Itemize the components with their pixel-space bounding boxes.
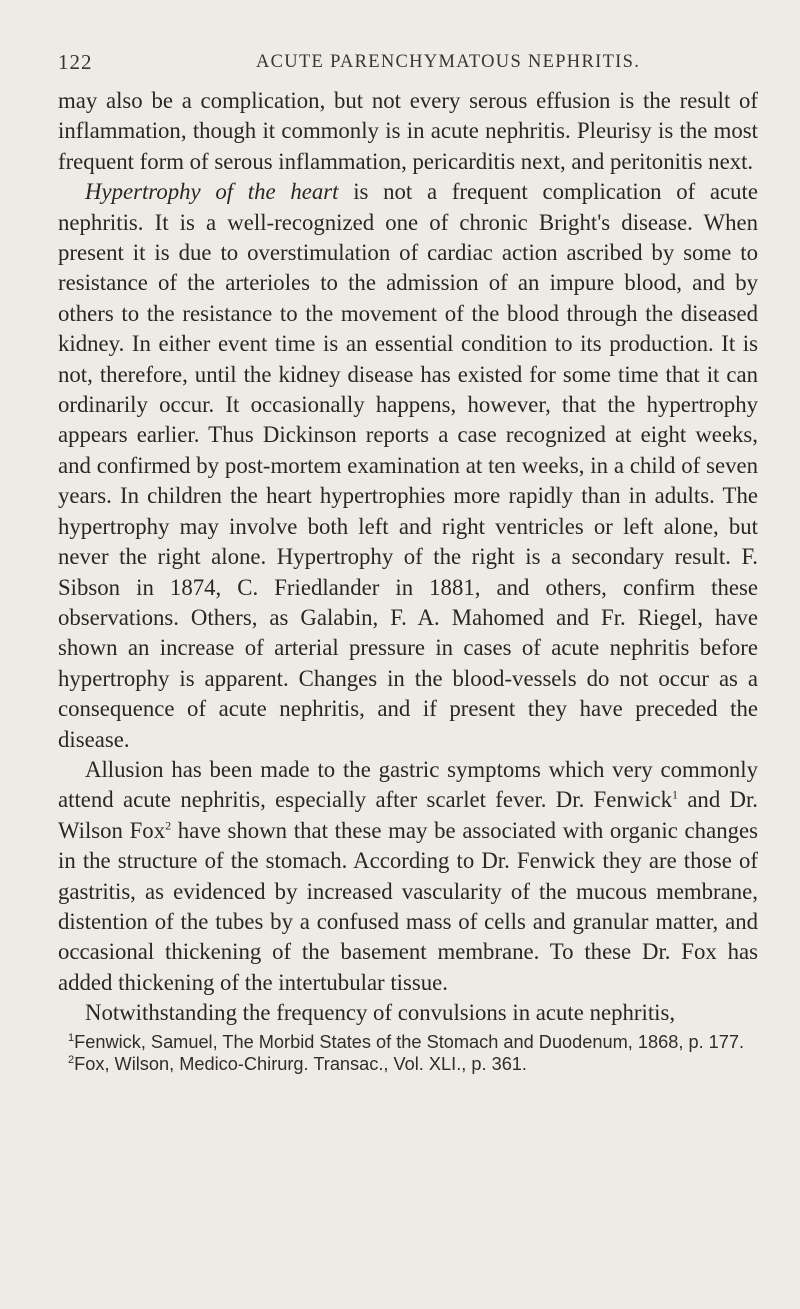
paragraph-3-text-b: and Dr. Wilson Fox [58,787,758,843]
page-header [58,50,758,86]
footnote-2-mark: 2 [68,1053,75,1066]
paragraph-3-text-c: have shown that these may be associated with organic changes in the structure of the stomach. According to Dr. Fenwick they are those of gastritis, as evidenced by increased vascularity of the mucous membrane, distention of the tubes by a confused mass of cells and granular matter, and occasional thickening of the basement membrane. To these Dr. Fox has added thickening of the intertubular tissue. [58,817,758,995]
paragraph-3 [58,755,758,998]
footnote-1-mark: 1 [68,1031,75,1044]
running-title: ACUTE PARENCHYMATOUS NEPHRITIS. [256,52,641,72]
footnotes [58,1031,758,1075]
footnote-ref-1: 1 [672,787,679,802]
footnote-2-text: Fox, Wilson, Medico-Chirurg. Transac., Vol. XLI., p. 361. [74,1053,527,1074]
body-text [58,86,758,1029]
book-page [58,50,758,1075]
footnote-1-text: Fenwick, Samuel, The Morbid States of the Stomach and Duodenum, 1868, p. 177. [74,1031,745,1052]
page-number: 122 [58,50,93,74]
footnote-1 [58,1031,758,1053]
paragraph-1: may also be a complication, but not every serous effusion is the result of inflammation, though it commonly is in acute nephritis. Pleurisy is the most frequent form of serous inflammation, pericarditis next, and peritonitis next. [58,88,758,174]
paragraph-4: Notwithstanding the frequency of convulsions in acute nephritis, [85,1000,676,1026]
footnote-ref-2: 2 [165,818,172,833]
footnote-2 [58,1053,758,1075]
paragraph-2 [58,177,758,755]
paragraph-3-text-a: Allusion has been made to the gastric symptoms which very commonly attend acute nephritis, especially after scarlet fever. Dr. Fenwick [58,756,758,813]
paragraph-2-italic-lead: Hypertrophy of the heart [85,179,339,205]
paragraph-2-text: is not a frequent complication of acute nephritis. It is a well-recognized one of chronic Bright's disease. When present it is due to overstimulation of cardiac action ascribed by some to resistance of the arterioles to the admission of an impure blood, and by others to the resistance to the movement of the blood through the diseased kidney. In either event time is an essential condition to its production. It is not, therefore, until the kidney disease has existed for some time that it can ordinarily occur. It occasionally happens, however, that the hypertrophy appears earlier. Thus Dickinson reports a case recognized at eight weeks, and confirmed by post-mortem examination at ten weeks, in a child of seven years. In children the heart hypertrophies more rapidly than in adults. The hypertrophy may involve both left and right ventricles or left alone, but never the right alone. Hypertrophy of the right is a secondary result. F. Sibson in 1874, C. Friedlander in 1881, and others, confirm these observations. Others, as Galabin, F. A. Mahomed and Fr. Riegel, have shown an increase of arterial pressure in cases of acute nephritis before hypertrophy is apparent. Changes in the blood-vessels do not occur as a consequence of acute nephritis, and if present they have preceded the disease. [58,179,758,752]
